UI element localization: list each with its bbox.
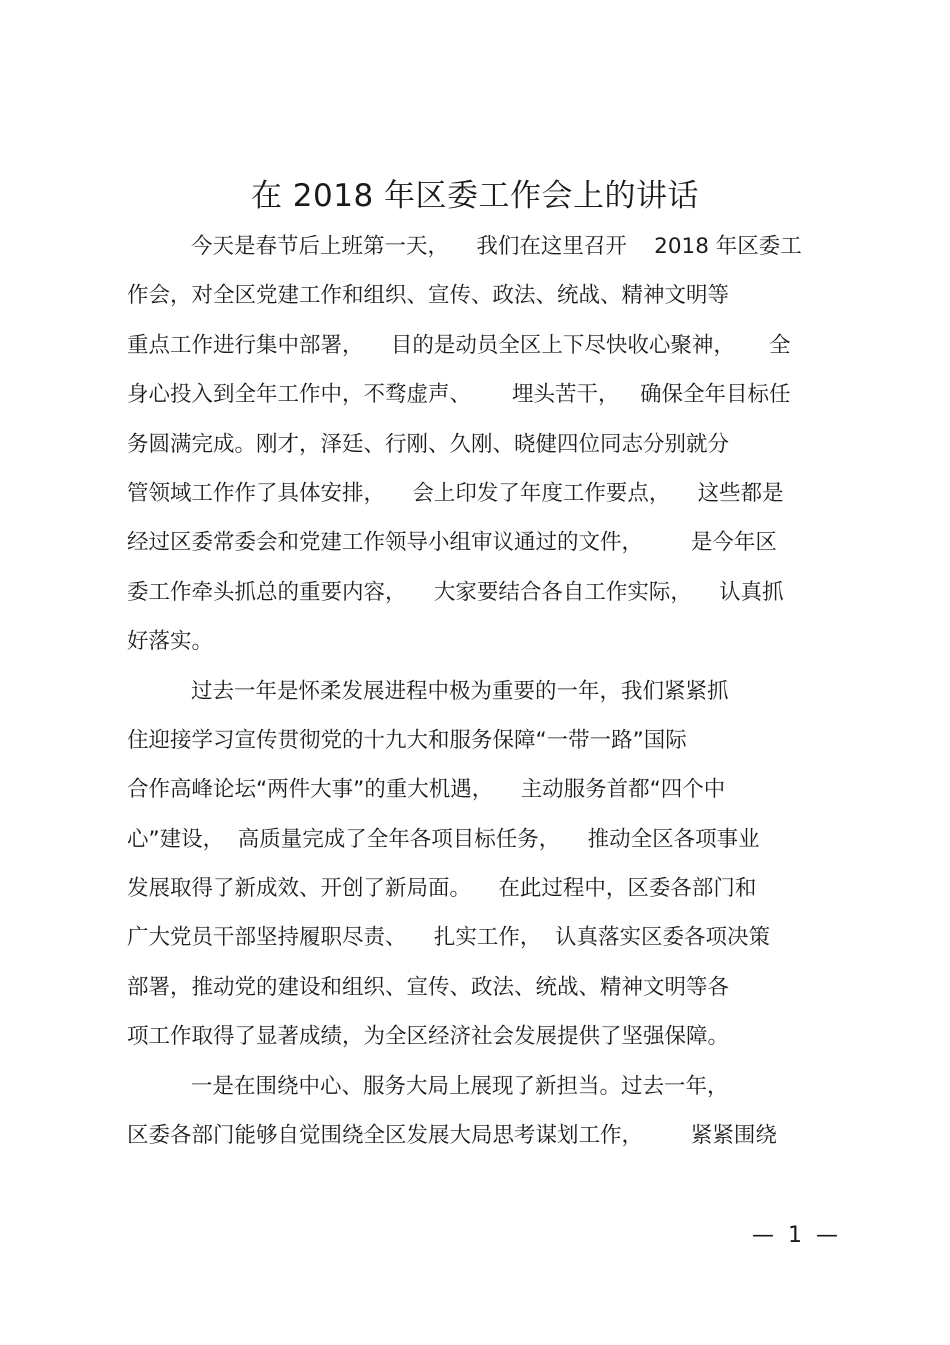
text-line: 好落实。: [127, 629, 214, 655]
text-line: 发展取得了新成效、开创了新局面。 在此过程中，区委各部门和: [127, 876, 757, 902]
text-line: 经过区委常委会和党建工作领导小组审议通过的文件， 是今年区: [127, 530, 777, 556]
page-title: 在 2018 年区委工作会上的讲话: [250, 178, 700, 214]
text-line: 重点工作进行集中部署， 目的是动员全区上下尽快收心聚神， 全: [127, 332, 791, 358]
text-line: 委工作牵头抓总的重要内容， 大家要结合各自工作实际， 认真抓: [127, 579, 784, 605]
text-line: 作会，对全区党建工作和组织、宣传、政法、统战、精神文明等: [127, 283, 730, 309]
text-line: 部署，推动党的建设和组织、宣传、政法、统战、精神文明等各: [127, 974, 730, 1000]
text-line: 住迎接学习宣传贯彻党的十九大和服务保障“一带一路”国际: [127, 727, 687, 753]
document-body: [127, 222, 837, 1160]
text-line: 今天是春节后上班第一天， 我们在这里召开 2018 年区委工: [191, 234, 802, 259]
text-line: 项工作取得了显著成绩，为全区经济社会发展提供了坚强保障。: [127, 1024, 730, 1050]
text-line: 一是在围绕中心、服务大局上展现了新担当。过去一年，: [191, 1073, 729, 1099]
text-line: 合作高峰论坛“两件大事”的重大机遇， 主动服务首都“四个中: [127, 777, 726, 803]
page-number: — 1 —: [752, 1223, 838, 1248]
text-line: 务圆满完成。刚才，泽廷、行刚、久刚、晓健四位同志分别就分: [127, 431, 730, 457]
text-line: 管领域工作作了具体安排， 会上印发了年度工作要点， 这些都是: [127, 480, 784, 506]
text-line: 身心投入到全年工作中，不骛虚声、 埋头苦干， 确保全年目标任: [127, 382, 791, 408]
text-line: 区委各部门能够自觉围绕全区发展大局思考谋划工作， 紧紧围绕: [127, 1123, 777, 1149]
text-line: 广大党员干部坚持履职尽责、 扎实工作， 认真落实区委各项决策: [127, 925, 771, 951]
text-line: 心”建设， 高质量完成了全年各项目标任务， 推动全区各项事业: [127, 826, 760, 852]
text-line: 过去一年是怀柔发展进程中极为重要的一年，我们紧紧抓: [191, 678, 729, 704]
